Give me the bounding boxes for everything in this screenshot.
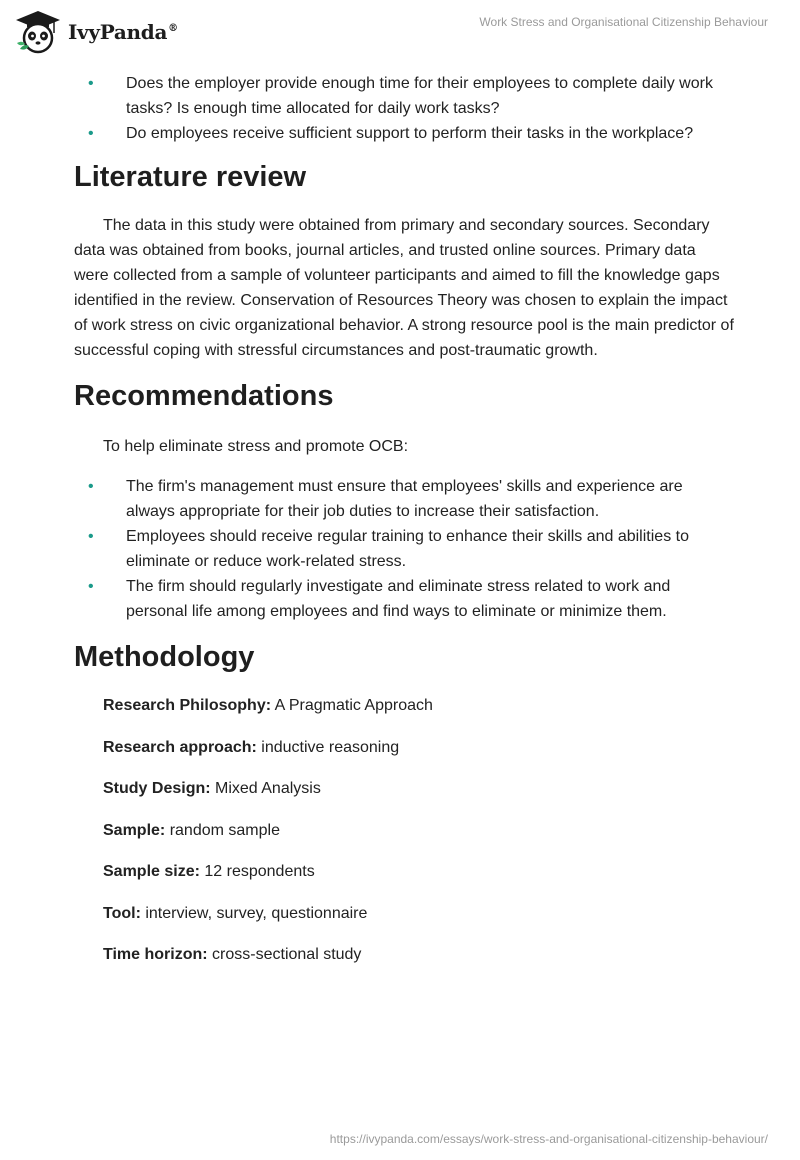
bullet-icon: • (88, 578, 94, 595)
row-label: Tool: (103, 904, 141, 922)
row-label: Time horizon: (103, 946, 208, 963)
panda-graduate-icon (14, 9, 62, 55)
methodology-row (103, 735, 734, 760)
bullet-icon: • (88, 75, 94, 92)
source-url[interactable]: https://ivypanda.com/essays/work-stress-and-organisational-citizenship-behaviour/ (329, 1132, 768, 1146)
row-label: Sample: (103, 821, 166, 839)
methodology-row (103, 901, 734, 926)
row-value: interview, survey, questionnaire (140, 904, 368, 922)
list-item: • The firm's management must ensure that employees' skills and experience are always appropriate for their job duties to increase their satisfaction. (74, 474, 734, 524)
recommendations-heading: Recommendations (74, 380, 334, 412)
bullet-icon: • (88, 528, 94, 545)
methodology-row (103, 693, 734, 718)
row-label: Study Design: (103, 780, 211, 797)
row-label: Research approach: (103, 738, 257, 756)
bullet-icon: • (88, 478, 94, 495)
list-item: • Employees should receive regular training to enhance their skills and abilities to eliminate or reduce work-related stress. (74, 524, 734, 574)
research-questions-list (74, 71, 734, 146)
methodology-row (103, 859, 734, 884)
methodology-list (74, 693, 734, 967)
row-label: Research Philosophy: (103, 697, 272, 714)
document-title: Work Stress and Organisational Citizenship Behaviour (479, 15, 768, 29)
row-value: A Pragmatic Approach (271, 697, 433, 714)
literature-review-heading: Literature review (74, 161, 307, 193)
ivypanda-logo[interactable] (14, 9, 178, 55)
recommendations-intro: To help eliminate stress and promote OCB: (103, 438, 409, 455)
row-value: Mixed Analysis (210, 780, 321, 797)
brand-name: IvyPanda® (68, 20, 178, 44)
methodology-heading: Methodology (74, 641, 255, 673)
list-item: • Does the employer provide enough time for their employees to complete daily work tasks? Is enough time allocated for daily work tasks? (74, 71, 734, 121)
bullet-icon: • (88, 125, 94, 142)
recommendations-list (74, 474, 734, 624)
list-item: • Do employees receive sufficient support to perform their tasks in the workplace? (74, 121, 734, 146)
row-label: Sample size: (103, 863, 200, 880)
literature-review-paragraph: The data in this study were obtained from primary and secondary sources. Secondary data was obtained from books, journal articles, and trusted online sources. Primary data were collected from a sample of volunteer participants and aimed to fill the knowledge gaps identified in the review. Conservation of Resources Theory was chosen to explain the impact of work stress on civic organizational behavior. A strong resource pool is the main predictor of successful coping with stressful circumstances and post-traumatic growth. (74, 217, 734, 359)
page-header (0, 0, 800, 62)
methodology-row (103, 818, 734, 843)
methodology-row (103, 776, 734, 801)
row-value: random sample (165, 821, 280, 839)
essay-body (74, 71, 734, 984)
row-value: inductive reasoning (256, 738, 400, 756)
row-value: 12 respondents (199, 863, 315, 880)
list-item: • The firm should regularly investigate and eliminate stress related to work and personal life among employees and find ways to eliminate or minimize them. (74, 574, 734, 624)
methodology-row (103, 942, 734, 967)
row-value: cross-sectional study (207, 946, 362, 963)
